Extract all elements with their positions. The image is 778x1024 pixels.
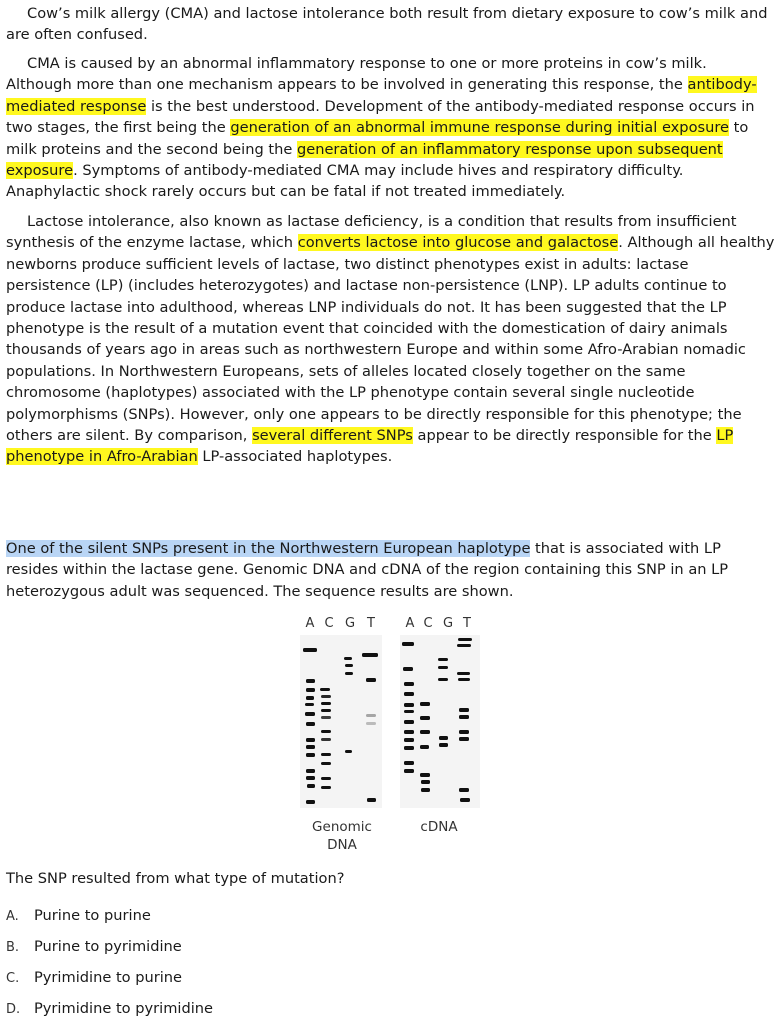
gel-band — [459, 788, 469, 792]
selected-text[interactable]: One of the silent SNPs present in the Northwestern European haplotype — [6, 540, 531, 557]
passage-paragraph-2 — [6, 53, 776, 203]
gel-band — [306, 738, 315, 742]
option-text: Purine to purine — [34, 907, 151, 924]
gel-band — [404, 682, 414, 686]
gel-band — [421, 780, 430, 784]
gel-band — [404, 730, 414, 734]
highlighted-text[interactable]: converts lactose into glucose and galactose — [297, 234, 619, 252]
answer-option-c[interactable] — [6, 966, 266, 990]
lane-label-cdna-c: C — [423, 616, 433, 631]
gel-band — [306, 745, 315, 749]
lane-label-genomic-c: C — [324, 616, 334, 631]
gel-band — [420, 773, 430, 777]
gel-band — [438, 658, 448, 661]
gel-band — [459, 708, 469, 712]
gel-band — [438, 678, 448, 681]
gel-band — [344, 657, 352, 660]
lane-label-genomic-a: A — [305, 616, 315, 631]
highlighted-text[interactable]: several different SNPs — [252, 427, 413, 445]
gel-band — [439, 743, 448, 747]
gel-band — [404, 720, 414, 724]
gel-band — [404, 703, 414, 707]
highlighted-text[interactable]: antibody-mediated response — [6, 76, 757, 115]
gel-band — [457, 672, 470, 675]
gel-band — [439, 736, 448, 740]
gel-band — [306, 776, 315, 780]
gel-band — [420, 716, 430, 720]
gel-band — [460, 798, 470, 802]
gel-band — [403, 667, 413, 671]
passage-text: LP-associated haplotypes. — [197, 448, 393, 466]
gel-band — [306, 722, 315, 726]
gel-band — [366, 714, 376, 717]
lane-label-genomic-g: G — [344, 616, 356, 631]
gel-band — [321, 753, 331, 756]
passage-paragraph-3 — [6, 211, 776, 468]
gel-band — [345, 750, 352, 753]
gel-band — [345, 664, 353, 667]
answer-option-d[interactable] — [6, 997, 266, 1021]
option-letter: C. — [6, 971, 20, 986]
gel-band — [420, 745, 429, 749]
gel-band — [306, 696, 314, 700]
gel-band — [420, 730, 430, 734]
gel-band — [321, 777, 331, 780]
option-text: Pyrimidine to pyrimidine — [34, 1000, 214, 1017]
passage-text: appear to be directly responsible for the — [412, 427, 717, 445]
gel-band — [303, 648, 317, 652]
gel-band — [306, 679, 315, 683]
lane-label-cdna-a: A — [405, 616, 415, 631]
gel-band — [367, 798, 376, 802]
gel-band — [306, 688, 315, 692]
gel-band — [459, 715, 469, 719]
gel-genomic-panel — [300, 635, 382, 808]
gel-band — [404, 738, 414, 742]
gel-band — [321, 730, 331, 733]
highlighted-text[interactable]: generation of an abnormal immune response during initial exposure — [230, 119, 730, 137]
gel-band — [321, 709, 331, 712]
passage-paragraph-1: Cow’s milk allergy (CMA) and lactose intolerance both result from dietary exposure to cow’s milk and are often confused. — [6, 5, 768, 44]
gel-band — [404, 769, 414, 773]
gel-band — [320, 688, 330, 691]
option-letter: D. — [6, 1002, 21, 1017]
passage-text: CMA is caused by an abnormal inflammatory response to one or more proteins in cow’s milk. Although more than one mechanism appears to be involved in generating this response, the — [6, 55, 707, 94]
option-letter: B. — [6, 940, 20, 955]
highlighted-text[interactable]: generation of an inflammatory response upon subsequent exposure — [6, 140, 723, 180]
sequencing-gel-figure — [300, 612, 482, 857]
answer-option-b[interactable] — [6, 935, 266, 959]
passage-paragraph-4 — [6, 538, 776, 602]
gel-band — [457, 644, 471, 647]
gel-band — [404, 761, 414, 765]
gel-band — [306, 769, 315, 773]
gel-band — [458, 638, 472, 641]
option-letter: A. — [6, 909, 19, 924]
passage-text: Lactose intolerance, also known as lactase deficiency, is a condition that results from insufficient synthesis of the enzyme lactase, which — [6, 213, 737, 252]
gel-band — [366, 722, 376, 725]
gel-band — [421, 788, 430, 792]
highlighted-text[interactable]: LP phenotype in Afro-Arabian — [6, 427, 734, 466]
gel-band — [321, 786, 331, 789]
gel-band — [458, 678, 470, 681]
gel-band — [321, 695, 331, 698]
passage-text: that is associated with LP resides within the lactase gene. Genomic DNA and cDNA of the region containing this SNP in an LP heterozygous adult was sequenced. The sequence results are shown. — [6, 540, 729, 600]
gel-band — [438, 666, 448, 669]
gel-band — [305, 712, 315, 716]
gel-band — [459, 730, 469, 734]
passage-text: is the best understood. Development of the antibody-mediated response occurs in two stages, the first being the — [6, 97, 755, 137]
gel-band — [307, 784, 315, 788]
gel-band — [459, 737, 469, 741]
answer-option-a[interactable] — [6, 904, 266, 928]
gel-band — [362, 653, 378, 657]
gel-band — [402, 642, 414, 646]
gel-band — [420, 702, 430, 706]
gel-band — [305, 703, 314, 706]
question-stem: The SNP resulted from what type of mutation? — [6, 870, 345, 887]
genomic-dna-caption: Genomic DNA — [312, 819, 372, 853]
gel-band — [321, 762, 331, 765]
option-text: Purine to pyrimidine — [34, 938, 182, 955]
gel-band — [404, 692, 414, 696]
gel-band — [321, 738, 331, 741]
gel-band — [321, 702, 331, 705]
passage-text: . Symptoms of antibody-mediated CMA may include hives and respiratory difficulty. Anaphylactic shock rarely occurs but can be fatal if not treated immediately. — [6, 162, 684, 201]
gel-band — [404, 710, 414, 713]
lane-label-cdna-t: T — [463, 616, 471, 631]
lane-label-genomic-t: T — [367, 616, 375, 631]
lane-label-cdna-g: G — [442, 616, 454, 631]
gel-band — [366, 678, 376, 682]
gel-band — [321, 716, 331, 719]
cdna-caption: cDNA — [420, 819, 458, 835]
option-text: Pyrimidine to purine — [34, 969, 183, 986]
passage-text: . Although all healthy newborns produce sufficient levels of lactase, two distinct phenotypes exist in adults: lactase persistence (LP) (includes heterozygotes) and lactase non-persistence (LNP). LP adults continue to produce lactase into adulthood, whereas LNP individuals do not. It has been suggested that the LP phenotype is the result of a mutation event that coincided with the domestication of dairy animals thousands of years ago in areas such as northwestern Europe and within some Afro-Arabian nomadic populations. In Northwestern Europeans, sets of alleles located closely together on the same chromosome (haplotypes) associated with the LP phenotype contain several single nucleotide polymorphisms (SNPs). However, only one appears to be directly responsible for this phenotype; the others are silent. By comparison, — [6, 234, 775, 445]
gel-band — [345, 672, 353, 675]
sequencing-gel — [300, 612, 482, 817]
passage-text: to milk proteins and the second being the — [6, 119, 749, 158]
gel-band — [306, 800, 315, 804]
gel-band — [306, 753, 315, 757]
gel-band — [404, 746, 414, 750]
